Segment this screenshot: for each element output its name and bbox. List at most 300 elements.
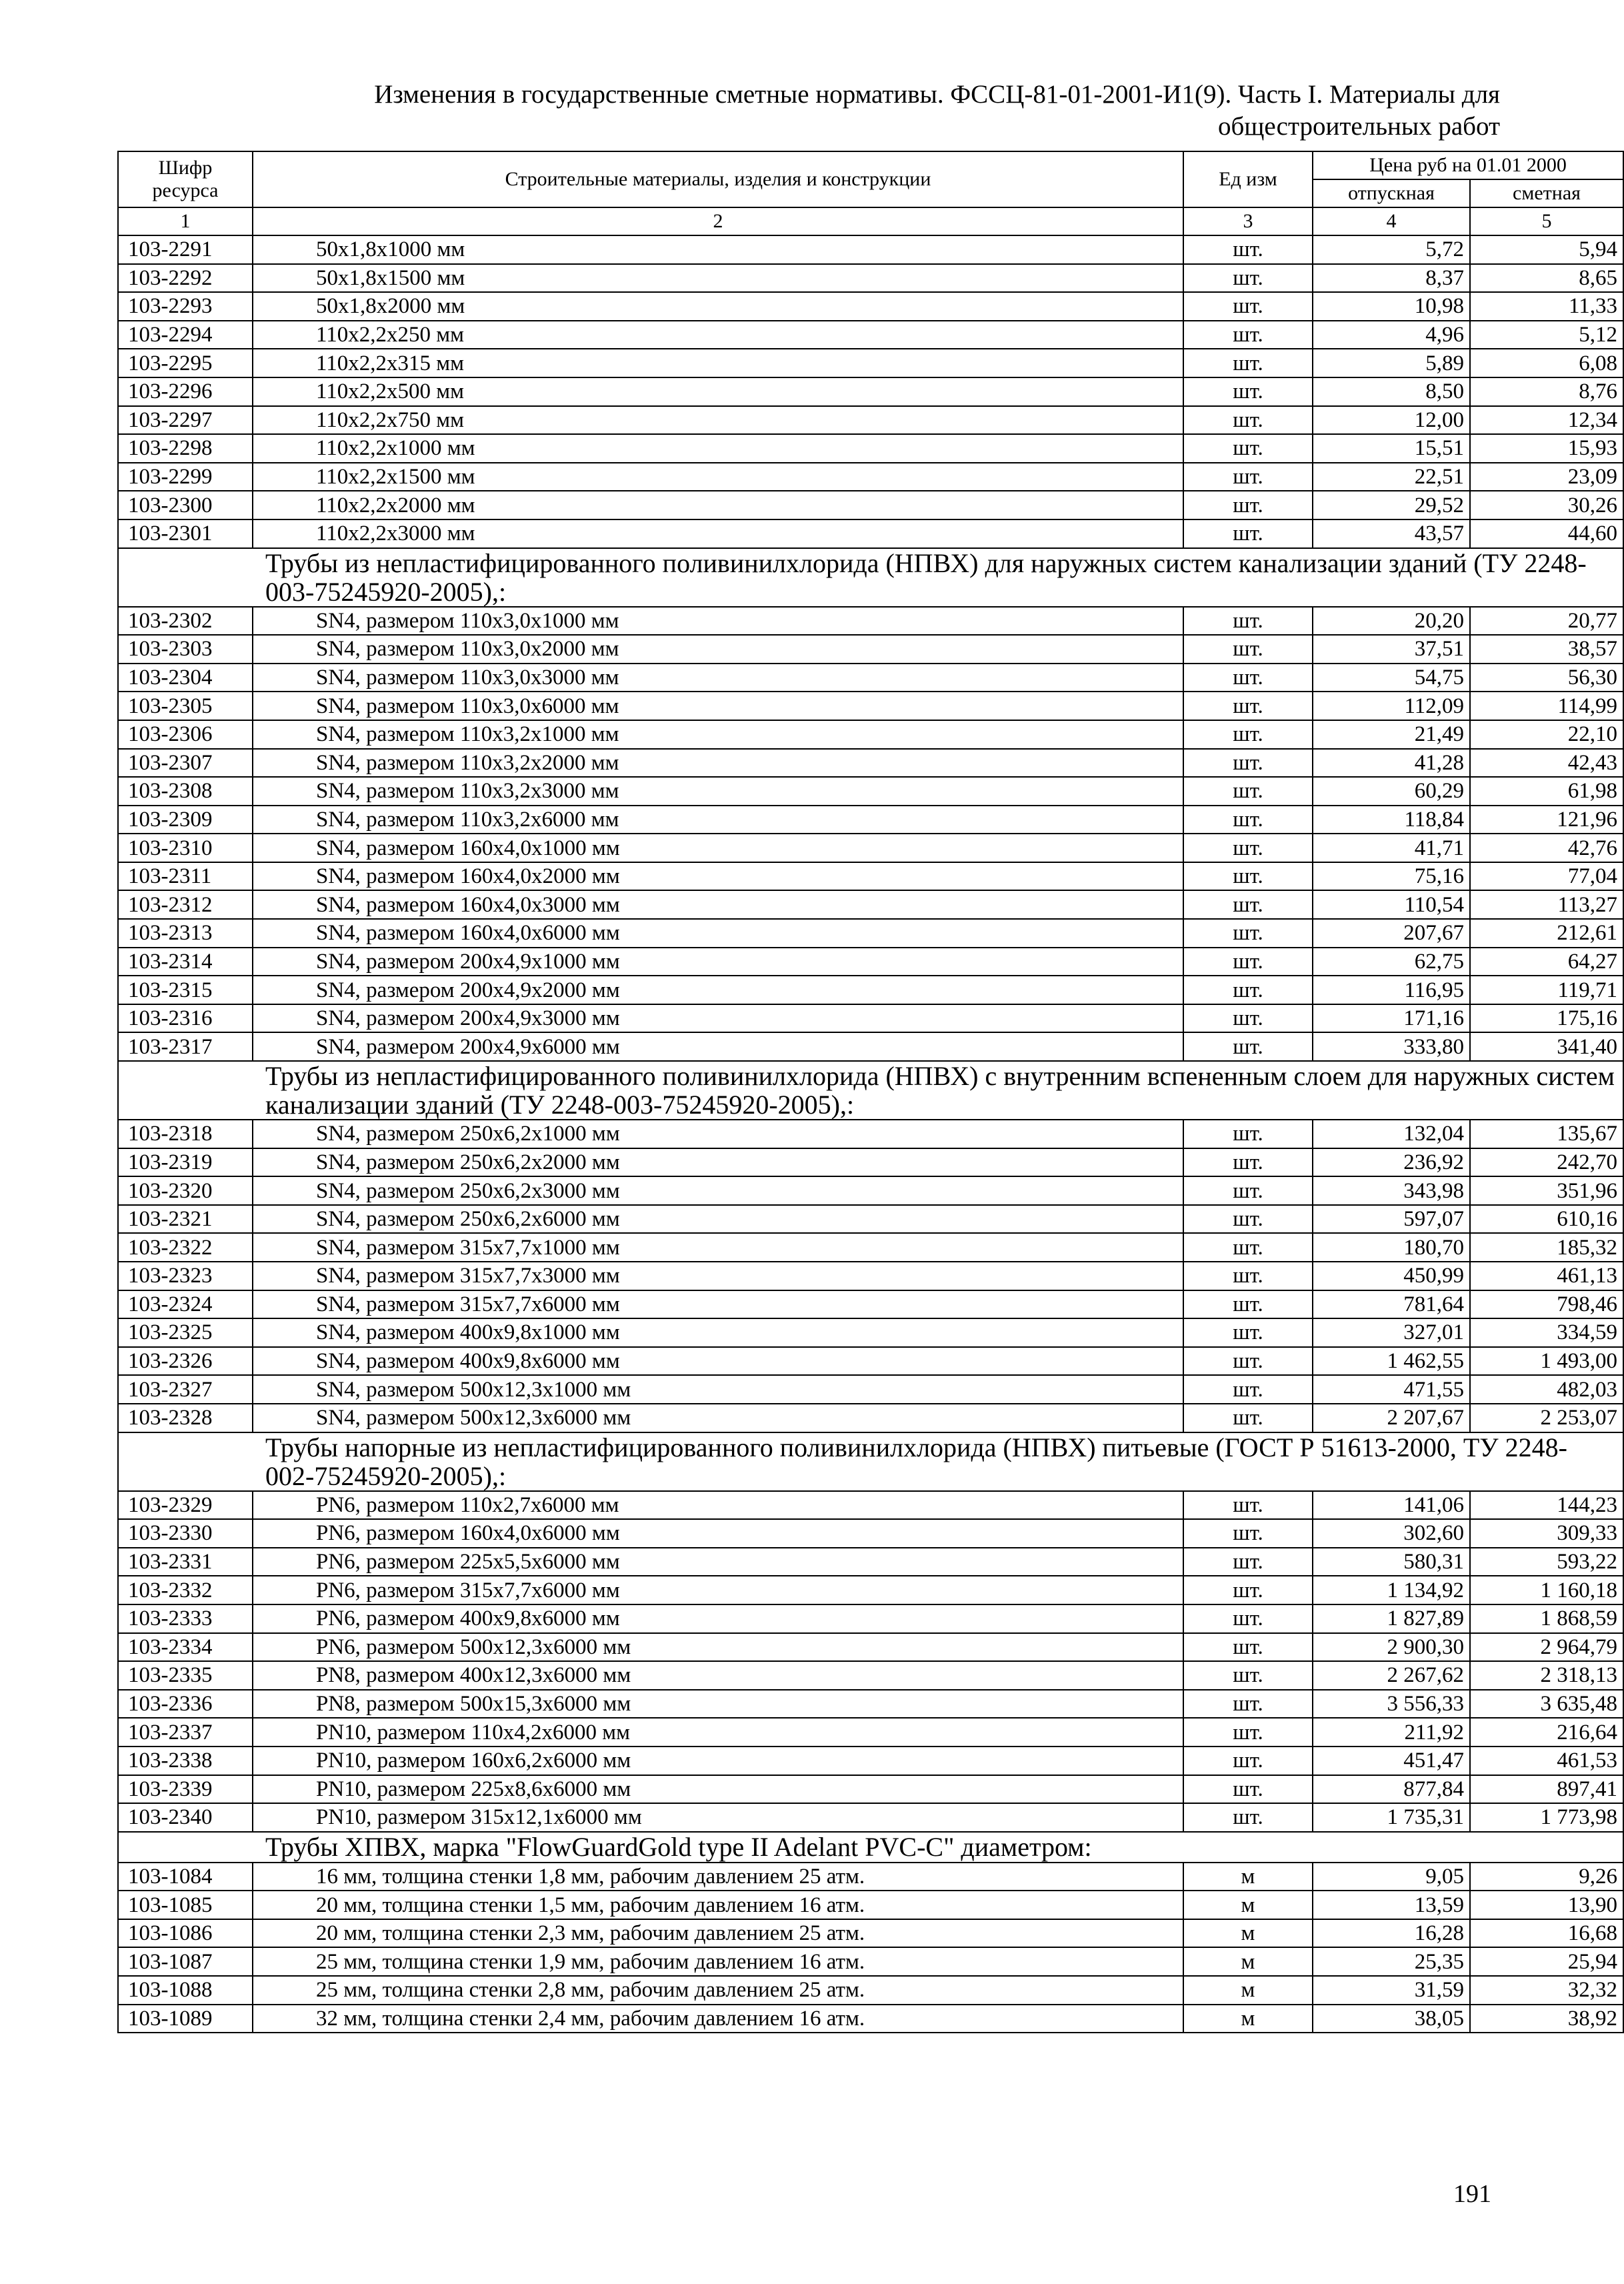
- resource-code-cell: 103-1085: [118, 1891, 253, 1919]
- estimate-price-cell: 482,03: [1470, 1375, 1623, 1404]
- unit-cell: шт.: [1183, 349, 1313, 377]
- unit-cell: шт.: [1183, 1576, 1313, 1604]
- estimate-price-cell: 461,53: [1470, 1747, 1623, 1775]
- section-title: Трубы из непластифицированного поливинилхлорида (НПВХ) для наружных систем канализации зданий (ТУ 2248-003-75245920-2005),:: [118, 548, 1623, 607]
- unit-cell: шт.: [1183, 1032, 1313, 1061]
- estimate-price-cell: 1 160,18: [1470, 1576, 1623, 1604]
- resource-code-cell: 103-2319: [118, 1148, 253, 1177]
- release-price-cell: 207,67: [1313, 919, 1470, 948]
- release-price-cell: 2 267,62: [1313, 1661, 1470, 1690]
- material-name-cell: SN4, размером 110х3,2х6000 мм: [253, 806, 1183, 834]
- material-name-cell: PN6, размером 500х12,3х6000 мм: [253, 1633, 1183, 1662]
- release-price-cell: 180,70: [1313, 1233, 1470, 1262]
- estimate-price-cell: 610,16: [1470, 1205, 1623, 1234]
- unit-cell: шт.: [1183, 1205, 1313, 1234]
- table-row: [118, 834, 1623, 862]
- unit-cell: шт.: [1183, 890, 1313, 919]
- release-price-cell: 12,00: [1313, 406, 1470, 435]
- material-name-cell: SN4, размером 160х4,0х2000 мм: [253, 862, 1183, 891]
- estimate-price-cell: 8,76: [1470, 377, 1623, 406]
- release-price-cell: 112,09: [1313, 692, 1470, 720]
- estimate-price-cell: 242,70: [1470, 1148, 1623, 1177]
- estimate-price-cell: 64,27: [1470, 948, 1623, 976]
- resource-code-cell: 103-2329: [118, 1491, 253, 1520]
- release-price-cell: 171,16: [1313, 1004, 1470, 1033]
- header-line-2: общестроительных работ: [1218, 112, 1500, 141]
- material-name-cell: SN4, размером 400х9,8х1000 мм: [253, 1318, 1183, 1347]
- release-price-cell: 327,01: [1313, 1318, 1470, 1347]
- resource-code-cell: 103-2340: [118, 1803, 253, 1832]
- estimate-price-cell: 77,04: [1470, 862, 1623, 891]
- table-row: [118, 692, 1623, 720]
- release-price-cell: 781,64: [1313, 1290, 1470, 1319]
- section-title: Трубы напорные из непластифицированного поливинилхлорида (НПВХ) питьевые (ГОСТ Р 51613-2000, ТУ 2248-002-75245920-2005),:: [118, 1432, 1623, 1491]
- resource-code-cell: 103-2317: [118, 1032, 253, 1061]
- unit-cell: шт.: [1183, 692, 1313, 720]
- estimate-price-cell: 897,41: [1470, 1775, 1623, 1804]
- material-name-cell: 110х2,2х1000 мм: [253, 434, 1183, 463]
- release-price-cell: 62,75: [1313, 948, 1470, 976]
- release-price-cell: 4,96: [1313, 321, 1470, 349]
- table-row: [118, 1690, 1623, 1719]
- resource-code-cell: 103-2316: [118, 1004, 253, 1033]
- resource-code-cell: 103-2314: [118, 948, 253, 976]
- resource-code-cell: 103-2308: [118, 777, 253, 806]
- release-price-cell: 343,98: [1313, 1176, 1470, 1205]
- release-price-cell: 13,59: [1313, 1891, 1470, 1919]
- table-row: [118, 720, 1623, 749]
- unit-cell: шт.: [1183, 749, 1313, 778]
- material-name-cell: SN4, размером 500х12,3х1000 мм: [253, 1375, 1183, 1404]
- page-number: 191: [1453, 2180, 1491, 2208]
- resource-code-cell: 103-2297: [118, 406, 253, 435]
- table-row: [118, 976, 1623, 1004]
- resource-code-cell: 103-2307: [118, 749, 253, 778]
- resource-code-cell: 103-2304: [118, 664, 253, 692]
- release-price-cell: 8,37: [1313, 264, 1470, 293]
- table-row: [118, 1318, 1623, 1347]
- col-number-3: 3: [1183, 207, 1313, 235]
- resource-code-cell: 103-2322: [118, 1233, 253, 1262]
- estimate-price-cell: 2 964,79: [1470, 1633, 1623, 1662]
- estimate-price-cell: 9,26: [1470, 1863, 1623, 1891]
- release-price-cell: 1 134,92: [1313, 1576, 1470, 1604]
- estimate-price-cell: 334,59: [1470, 1318, 1623, 1347]
- col-number-4: 4: [1313, 207, 1470, 235]
- release-price-cell: 9,05: [1313, 1863, 1470, 1891]
- unit-cell: шт.: [1183, 664, 1313, 692]
- header-unit: Ед изм: [1183, 151, 1313, 207]
- table-row: [118, 1661, 1623, 1690]
- header-release-price: отпускная: [1313, 179, 1470, 207]
- material-name-cell: SN4, размером 400х9,8х6000 мм: [253, 1347, 1183, 1376]
- table-row: [118, 321, 1623, 349]
- unit-cell: шт.: [1183, 607, 1313, 636]
- table-row: [118, 1718, 1623, 1747]
- release-price-cell: 211,92: [1313, 1718, 1470, 1747]
- unit-cell: шт.: [1183, 635, 1313, 664]
- section-header-row: [118, 548, 1623, 607]
- unit-cell: шт.: [1183, 1548, 1313, 1576]
- material-name-cell: PN6, размером 315х7,7х6000 мм: [253, 1576, 1183, 1604]
- table-row: [118, 1148, 1623, 1177]
- table-row: [118, 1120, 1623, 1148]
- material-name-cell: SN4, размером 160х4,0х3000 мм: [253, 890, 1183, 919]
- estimate-price-cell: 798,46: [1470, 1290, 1623, 1319]
- table-row: [118, 349, 1623, 377]
- table-row: [118, 1803, 1623, 1832]
- unit-cell: шт.: [1183, 862, 1313, 891]
- table-row: [118, 1976, 1623, 2005]
- header-price: Цена руб на 01.01 2000: [1313, 151, 1623, 179]
- resource-code-cell: 103-2339: [118, 1775, 253, 1804]
- table-row: [118, 777, 1623, 806]
- material-name-cell: 110х2,2х750 мм: [253, 406, 1183, 435]
- resource-code-cell: 103-2335: [118, 1661, 253, 1690]
- resource-code-cell: 103-1086: [118, 1919, 253, 1948]
- release-price-cell: 597,07: [1313, 1205, 1470, 1234]
- material-name-cell: SN4, размером 110х3,0х1000 мм: [253, 607, 1183, 636]
- estimate-price-cell: 113,27: [1470, 890, 1623, 919]
- table-row: [118, 635, 1623, 664]
- table-row: [118, 235, 1623, 264]
- table-row: [118, 919, 1623, 948]
- estimate-price-cell: 56,30: [1470, 664, 1623, 692]
- release-price-cell: 141,06: [1313, 1491, 1470, 1520]
- release-price-cell: 41,71: [1313, 834, 1470, 862]
- unit-cell: шт.: [1183, 491, 1313, 519]
- estimate-price-cell: 15,93: [1470, 434, 1623, 463]
- table-row: [118, 607, 1623, 636]
- table-row: [118, 1176, 1623, 1205]
- release-price-cell: 2 207,67: [1313, 1404, 1470, 1432]
- resource-code-cell: 103-2291: [118, 235, 253, 264]
- estimate-price-cell: 61,98: [1470, 777, 1623, 806]
- material-name-cell: SN4, размером 110х3,0х6000 мм: [253, 692, 1183, 720]
- resource-code-cell: 103-1084: [118, 1863, 253, 1891]
- resource-code-cell: 103-2332: [118, 1576, 253, 1604]
- material-name-cell: SN4, размером 200х4,9х6000 мм: [253, 1032, 1183, 1061]
- estimate-price-cell: 175,16: [1470, 1004, 1623, 1033]
- resource-code-cell: 103-2298: [118, 434, 253, 463]
- resource-code-cell: 103-2311: [118, 862, 253, 891]
- table-header: [118, 151, 1623, 235]
- unit-cell: шт.: [1183, 1718, 1313, 1747]
- table-row: [118, 749, 1623, 778]
- table-row: [118, 1604, 1623, 1633]
- table-row: [118, 491, 1623, 519]
- table-body: [118, 235, 1623, 2033]
- col-number-1: 1: [118, 207, 253, 235]
- unit-cell: шт.: [1183, 1604, 1313, 1633]
- table-row: [118, 1519, 1623, 1548]
- table-row: [118, 1863, 1623, 1891]
- table-row: [118, 664, 1623, 692]
- unit-cell: шт.: [1183, 1347, 1313, 1376]
- release-price-cell: 20,20: [1313, 607, 1470, 636]
- estimate-price-cell: 5,12: [1470, 321, 1623, 349]
- section-title: Трубы из непластифицированного поливинилхлорида (НПВХ) с внутренним вспененным слоем для наружных систем канализации зданий (ТУ 2248-003-75245920-2005),:: [118, 1061, 1623, 1120]
- release-price-cell: 75,16: [1313, 862, 1470, 891]
- material-name-cell: 16 мм, толщина стенки 1,8 мм, рабочим давлением 25 атм.: [253, 1863, 1183, 1891]
- unit-cell: шт.: [1183, 1633, 1313, 1662]
- section-header-row: [118, 1832, 1623, 1863]
- estimate-price-cell: 212,61: [1470, 919, 1623, 948]
- table-row: [118, 377, 1623, 406]
- material-name-cell: SN4, размером 200х4,9х2000 мм: [253, 976, 1183, 1004]
- resource-code-cell: 103-2296: [118, 377, 253, 406]
- resource-code-cell: 103-2305: [118, 692, 253, 720]
- material-name-cell: SN4, размером 110х3,2х3000 мм: [253, 777, 1183, 806]
- material-name-cell: 20 мм, толщина стенки 1,5 мм, рабочим давлением 16 атм.: [253, 1891, 1183, 1919]
- material-name-cell: 25 мм, толщина стенки 1,9 мм, рабочим давлением 16 атм.: [253, 1947, 1183, 1976]
- table-row: [118, 264, 1623, 293]
- table-row: [118, 463, 1623, 491]
- release-price-cell: 60,29: [1313, 777, 1470, 806]
- resource-code-cell: 103-2310: [118, 834, 253, 862]
- release-price-cell: 3 556,33: [1313, 1690, 1470, 1719]
- resource-code-cell: 103-2313: [118, 919, 253, 948]
- unit-cell: шт.: [1183, 1233, 1313, 1262]
- release-price-cell: 16,28: [1313, 1919, 1470, 1948]
- unit-cell: м: [1183, 1863, 1313, 1891]
- resource-code-cell: 103-2321: [118, 1205, 253, 1234]
- material-name-cell: SN4, размером 500х12,3х6000 мм: [253, 1404, 1183, 1432]
- resource-code-cell: 103-2300: [118, 491, 253, 519]
- unit-cell: шт.: [1183, 834, 1313, 862]
- estimate-price-cell: 461,13: [1470, 1262, 1623, 1290]
- material-name-cell: SN4, размером 315х7,7х3000 мм: [253, 1262, 1183, 1290]
- release-price-cell: 10,98: [1313, 292, 1470, 321]
- resource-code-cell: 103-2331: [118, 1548, 253, 1576]
- resource-code-cell: 103-2295: [118, 349, 253, 377]
- material-name-cell: SN4, размером 250х6,2х3000 мм: [253, 1176, 1183, 1205]
- unit-cell: шт.: [1183, 1747, 1313, 1775]
- material-name-cell: 20 мм, толщина стенки 2,3 мм, рабочим давлением 25 атм.: [253, 1919, 1183, 1948]
- table-row: [118, 1290, 1623, 1319]
- estimate-price-cell: 135,67: [1470, 1120, 1623, 1148]
- release-price-cell: 333,80: [1313, 1032, 1470, 1061]
- material-name-cell: SN4, размером 315х7,7х6000 мм: [253, 1290, 1183, 1319]
- table-row: [118, 1233, 1623, 1262]
- estimate-price-cell: 20,77: [1470, 607, 1623, 636]
- estimate-price-cell: 30,26: [1470, 491, 1623, 519]
- estimate-price-cell: 309,33: [1470, 1519, 1623, 1548]
- table-row: [118, 1633, 1623, 1662]
- material-name-cell: 110х2,2х1500 мм: [253, 463, 1183, 491]
- resource-code-cell: 103-2294: [118, 321, 253, 349]
- resource-code-cell: 103-2336: [118, 1690, 253, 1719]
- unit-cell: м: [1183, 1947, 1313, 1976]
- unit-cell: шт.: [1183, 406, 1313, 435]
- unit-cell: шт.: [1183, 1148, 1313, 1177]
- unit-cell: шт.: [1183, 1176, 1313, 1205]
- resource-code-cell: 103-2299: [118, 463, 253, 491]
- estimate-price-cell: 1 868,59: [1470, 1604, 1623, 1633]
- table-row: [118, 1347, 1623, 1376]
- release-price-cell: 132,04: [1313, 1120, 1470, 1148]
- resource-code-cell: 103-2334: [118, 1633, 253, 1662]
- unit-cell: шт.: [1183, 976, 1313, 1004]
- material-name-cell: SN4, размером 200х4,9х3000 мм: [253, 1004, 1183, 1033]
- resource-code-cell: 103-2330: [118, 1519, 253, 1548]
- release-price-cell: 118,84: [1313, 806, 1470, 834]
- unit-cell: шт.: [1183, 1004, 1313, 1033]
- header-name: Строительные материалы, изделия и конструкции: [253, 151, 1183, 207]
- estimate-price-cell: 1 773,98: [1470, 1803, 1623, 1832]
- table-row: [118, 1891, 1623, 1919]
- release-price-cell: 43,57: [1313, 519, 1470, 548]
- unit-cell: шт.: [1183, 1491, 1313, 1520]
- table-row: [118, 806, 1623, 834]
- unit-cell: шт.: [1183, 1404, 1313, 1432]
- estimate-price-cell: 593,22: [1470, 1548, 1623, 1576]
- resource-code-cell: 103-2323: [118, 1262, 253, 1290]
- table-row: [118, 519, 1623, 548]
- section-header-row: [118, 1061, 1623, 1120]
- estimate-price-cell: 1 493,00: [1470, 1347, 1623, 1376]
- table-row: [118, 434, 1623, 463]
- resource-code-cell: 103-2315: [118, 976, 253, 1004]
- table-row: [118, 2005, 1623, 2033]
- material-name-cell: SN4, размером 110х3,0х2000 мм: [253, 635, 1183, 664]
- material-name-cell: 32 мм, толщина стенки 2,4 мм, рабочим давлением 16 атм.: [253, 2005, 1183, 2033]
- material-name-cell: PN10, размером 315х12,1х6000 мм: [253, 1803, 1183, 1832]
- material-name-cell: PN6, размером 110х2,7х6000 мм: [253, 1491, 1183, 1520]
- material-name-cell: SN4, размером 160х4,0х6000 мм: [253, 919, 1183, 948]
- material-name-cell: SN4, размером 110х3,2х1000 мм: [253, 720, 1183, 749]
- resource-code-cell: 103-2303: [118, 635, 253, 664]
- resource-code-cell: 103-2333: [118, 1604, 253, 1633]
- resource-code-cell: 103-2301: [118, 519, 253, 548]
- resource-code-cell: 103-2327: [118, 1375, 253, 1404]
- estimate-price-cell: 114,99: [1470, 692, 1623, 720]
- table-row: [118, 406, 1623, 435]
- material-name-cell: 110х2,2х500 мм: [253, 377, 1183, 406]
- material-name-cell: PN6, размером 160х4,0х6000 мм: [253, 1519, 1183, 1548]
- release-price-cell: 31,59: [1313, 1976, 1470, 2005]
- table-row: [118, 1775, 1623, 1804]
- material-name-cell: 110х2,2х315 мм: [253, 349, 1183, 377]
- unit-cell: шт.: [1183, 1803, 1313, 1832]
- unit-cell: шт.: [1183, 1262, 1313, 1290]
- release-price-cell: 37,51: [1313, 635, 1470, 664]
- section-title: Трубы ХПВХ, марка "FlowGuardGold type II Adelant PVC-C" диаметром:: [118, 1832, 1623, 1863]
- release-price-cell: 116,95: [1313, 976, 1470, 1004]
- material-name-cell: 50х1,8х1000 мм: [253, 235, 1183, 264]
- unit-cell: шт.: [1183, 463, 1313, 491]
- table-row: [118, 1032, 1623, 1061]
- section-header-row: [118, 1432, 1623, 1491]
- estimate-price-cell: 341,40: [1470, 1032, 1623, 1061]
- material-name-cell: 50х1,8х1500 мм: [253, 264, 1183, 293]
- resource-code-cell: 103-1087: [118, 1947, 253, 1976]
- resource-code-cell: 103-2306: [118, 720, 253, 749]
- material-name-cell: 110х2,2х3000 мм: [253, 519, 1183, 548]
- estimate-price-cell: 38,57: [1470, 635, 1623, 664]
- header-estimate-price: сметная: [1470, 179, 1623, 207]
- release-price-cell: 110,54: [1313, 890, 1470, 919]
- estimate-price-cell: 32,32: [1470, 1976, 1623, 2005]
- table-row: [118, 1491, 1623, 1520]
- release-price-cell: 451,47: [1313, 1747, 1470, 1775]
- table-row: [118, 890, 1623, 919]
- release-price-cell: 471,55: [1313, 1375, 1470, 1404]
- unit-cell: шт.: [1183, 321, 1313, 349]
- table-row: [118, 1205, 1623, 1234]
- estimate-price-cell: 16,68: [1470, 1919, 1623, 1948]
- release-price-cell: 29,52: [1313, 491, 1470, 519]
- estimate-price-cell: 121,96: [1470, 806, 1623, 834]
- release-price-cell: 5,72: [1313, 235, 1470, 264]
- unit-cell: м: [1183, 1976, 1313, 2005]
- header-line-1: Изменения в государственные сметные нормативы. ФССЦ-81-01-2001-И1(9). Часть I. Материалы для: [374, 80, 1500, 109]
- estimate-price-cell: 23,09: [1470, 463, 1623, 491]
- estimate-price-cell: 42,43: [1470, 749, 1623, 778]
- material-name-cell: SN4, размером 250х6,2х6000 мм: [253, 1205, 1183, 1234]
- material-name-cell: PN6, размером 225х5,5х6000 мм: [253, 1548, 1183, 1576]
- estimate-price-cell: 13,90: [1470, 1891, 1623, 1919]
- col-number-2: 2: [253, 207, 1183, 235]
- material-name-cell: SN4, размером 110х3,0х3000 мм: [253, 664, 1183, 692]
- release-price-cell: 450,99: [1313, 1262, 1470, 1290]
- resource-code-cell: 103-2326: [118, 1347, 253, 1376]
- material-name-cell: 110х2,2х250 мм: [253, 321, 1183, 349]
- estimate-price-cell: 2 318,13: [1470, 1661, 1623, 1690]
- material-name-cell: PN6, размером 400х9,8х6000 мм: [253, 1604, 1183, 1633]
- unit-cell: шт.: [1183, 720, 1313, 749]
- table-row: [118, 1375, 1623, 1404]
- page-header: [117, 79, 1500, 143]
- material-name-cell: PN10, размером 110х4,2х6000 мм: [253, 1718, 1183, 1747]
- release-price-cell: 8,50: [1313, 377, 1470, 406]
- resource-code-cell: 103-1089: [118, 2005, 253, 2033]
- unit-cell: шт.: [1183, 1661, 1313, 1690]
- material-name-cell: SN4, размером 250х6,2х2000 мм: [253, 1148, 1183, 1177]
- resource-code-cell: 103-2293: [118, 292, 253, 321]
- release-price-cell: 580,31: [1313, 1548, 1470, 1576]
- release-price-cell: 1 827,89: [1313, 1604, 1470, 1633]
- table-row: [118, 1919, 1623, 1948]
- release-price-cell: 21,49: [1313, 720, 1470, 749]
- table-row: [118, 292, 1623, 321]
- unit-cell: шт.: [1183, 919, 1313, 948]
- material-name-cell: SN4, размером 250х6,2х1000 мм: [253, 1120, 1183, 1148]
- material-name-cell: 110х2,2х2000 мм: [253, 491, 1183, 519]
- material-name-cell: PN10, размером 160х6,2х6000 мм: [253, 1747, 1183, 1775]
- release-price-cell: 15,51: [1313, 434, 1470, 463]
- material-name-cell: SN4, размером 160х4,0х1000 мм: [253, 834, 1183, 862]
- table-row: [118, 1576, 1623, 1604]
- release-price-cell: 54,75: [1313, 664, 1470, 692]
- resource-code-cell: 103-2325: [118, 1318, 253, 1347]
- resource-code-cell: 103-1088: [118, 1976, 253, 2005]
- estimate-price-cell: 8,65: [1470, 264, 1623, 293]
- estimate-price-cell: 11,33: [1470, 292, 1623, 321]
- estimate-price-cell: 44,60: [1470, 519, 1623, 548]
- estimate-price-cell: 25,94: [1470, 1947, 1623, 1976]
- estimate-price-cell: 38,92: [1470, 2005, 1623, 2033]
- table-row: [118, 1947, 1623, 1976]
- release-price-cell: 5,89: [1313, 349, 1470, 377]
- unit-cell: шт.: [1183, 1690, 1313, 1719]
- resource-code-cell: 103-2338: [118, 1747, 253, 1775]
- estimate-price-cell: 351,96: [1470, 1176, 1623, 1205]
- material-name-cell: SN4, размером 200х4,9х1000 мм: [253, 948, 1183, 976]
- table-row: [118, 1262, 1623, 1290]
- unit-cell: шт.: [1183, 377, 1313, 406]
- material-name-cell: SN4, размером 110х3,2х2000 мм: [253, 749, 1183, 778]
